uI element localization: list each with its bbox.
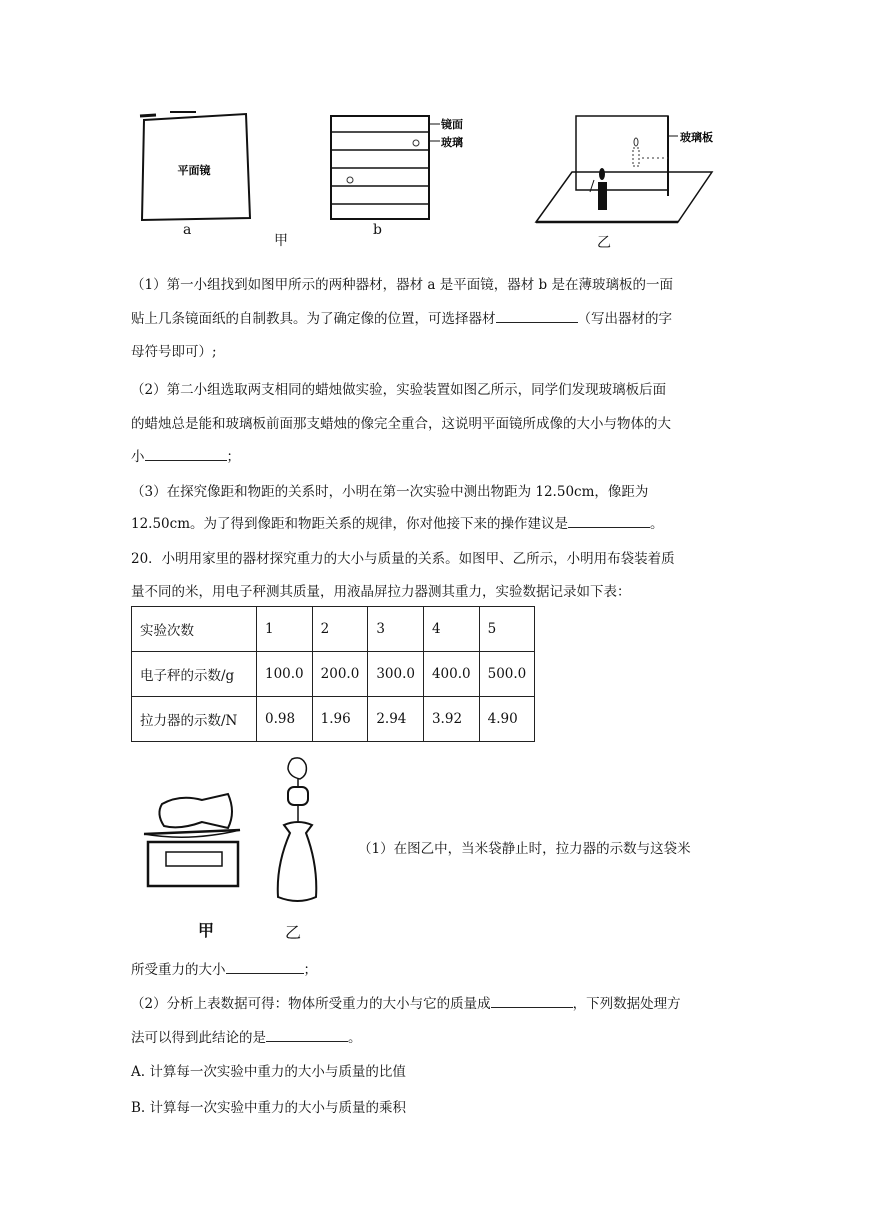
q19-part2-line1: （2）第二小组选取两支相同的蜡烛做实验，实验装置如图乙所示，同学们发现玻璃板后面	[131, 382, 667, 398]
answer-blank[interactable]	[568, 515, 650, 528]
table-cell: 500.0	[479, 652, 535, 697]
q20-sub2-line1	[131, 992, 681, 1012]
mirror-surface-label: 镜面	[441, 118, 463, 131]
q20-sub2-text-a: （2）分析上表数据可得：物体所受重力的大小与它的质量成	[131, 996, 491, 1012]
figure-yi-caption: 乙	[597, 235, 611, 251]
figure-bag-caption: 乙	[285, 923, 302, 942]
table-cell: 实验次数	[132, 607, 257, 652]
table-cell: 1	[257, 607, 313, 652]
q19-part3-text-a: 12.50cm。为了得到像距和物距关系的规律，你对他接下来的操作建议是	[131, 516, 569, 532]
q20-sub1-line1: （1）在图乙中，当米袋静止时，拉力器的示数与这袋米	[358, 841, 691, 857]
table-row	[132, 607, 535, 652]
table-cell: 300.0	[368, 652, 424, 697]
option-b: B. 计算每一次实验中重力的大小与质量的乘积	[131, 1100, 407, 1116]
table-cell: 3	[368, 607, 424, 652]
table-row	[132, 652, 535, 697]
q20-sub2-text-b: ，下列数据处理方	[572, 996, 681, 1012]
table-cell: 100.0	[257, 652, 313, 697]
option-a: A. 计算每一次实验中重力的大小与质量的比值	[131, 1064, 406, 1080]
answer-blank[interactable]	[145, 448, 227, 461]
table-cell: 2	[312, 607, 368, 652]
data-table	[131, 606, 535, 742]
figure-jia-caption: 甲	[274, 233, 288, 249]
table-cell: 200.0	[312, 652, 368, 697]
figure-glass-plate-candles	[532, 110, 752, 235]
q20-sub2-text-c: 法可以得到此结论的是	[131, 1030, 266, 1046]
table-cell: 400.0	[423, 652, 479, 697]
figure-b-caption: b	[373, 222, 382, 238]
table-cell: 2.94	[368, 697, 424, 742]
q20-sub1-text-a: 所受重力的大小	[131, 962, 226, 978]
q20-sub2-line2	[131, 1026, 362, 1046]
q20-sub2-text-d: 。	[348, 1030, 362, 1046]
q20-sub1-text-b: ；	[303, 962, 317, 978]
q19-part2-line3	[131, 445, 240, 465]
figure-plane-mirror	[136, 106, 256, 231]
figure-mirror-strips	[326, 110, 486, 225]
q19-part1-text-a: 贴上几条镜面纸的自制教具。为了确定像的位置，可选择器材	[131, 311, 496, 327]
figure-force-gauge-bag	[268, 755, 328, 915]
q19-part1-text-b: （写出器材的字	[577, 311, 672, 327]
q20-sub1-line2	[131, 958, 317, 978]
figure-scale-caption: 甲	[198, 921, 215, 940]
table-cell: 拉力器的示数/N	[132, 697, 257, 742]
figure-electronic-scale	[140, 790, 250, 910]
figure-a-caption: a	[183, 222, 192, 238]
q19-part3-line2	[131, 512, 664, 532]
q20-intro-line2: 量不同的米，用电子秤测其质量，用液晶屏拉力器测其重力，实验数据记录如下表：	[131, 584, 631, 600]
plane-mirror-label: 平面镜	[177, 164, 211, 177]
answer-blank[interactable]	[496, 310, 578, 323]
q19-part1-line3: 母符号即可）;	[131, 344, 217, 360]
table-cell: 4	[423, 607, 479, 652]
q19-part2-text-b: ；	[226, 449, 240, 465]
table-cell: 4.90	[479, 697, 535, 742]
q19-part3-line1: （3）在探究像距和物距的关系时，小明在第一次实验中测出物距为 12.50cm，像距为	[131, 484, 649, 500]
q19-part2-text-a: 小	[131, 449, 145, 465]
table-cell: 1.96	[312, 697, 368, 742]
q19-part1-line2	[131, 307, 672, 327]
table-cell: 3.92	[423, 697, 479, 742]
answer-blank[interactable]	[226, 961, 304, 974]
answer-blank[interactable]	[266, 1029, 348, 1042]
q19-part3-text-b: 。	[650, 516, 664, 532]
glass-plate-label: 玻璃板	[680, 131, 713, 144]
q19-part2-line2: 的蜡烛总是能和玻璃板前面那支蜡烛的像完全重合，这说明平面镜所成像的大小与物体的大	[131, 416, 671, 432]
glass-label: 玻璃	[441, 136, 463, 149]
answer-blank[interactable]	[491, 995, 573, 1008]
q19-part1-line1: （1）第一小组找到如图甲所示的两种器材，器材 a 是平面镜，器材 b 是在薄玻璃板的一面	[131, 277, 673, 293]
table-cell: 电子秤的示数/g	[132, 652, 257, 697]
table-row	[132, 697, 535, 742]
table-cell: 5	[479, 607, 535, 652]
q20-intro-line1: 20．小明用家里的器材探究重力的大小与质量的关系。如图甲、乙所示，小明用布袋装着质	[131, 551, 675, 567]
table-cell: 0.98	[257, 697, 313, 742]
